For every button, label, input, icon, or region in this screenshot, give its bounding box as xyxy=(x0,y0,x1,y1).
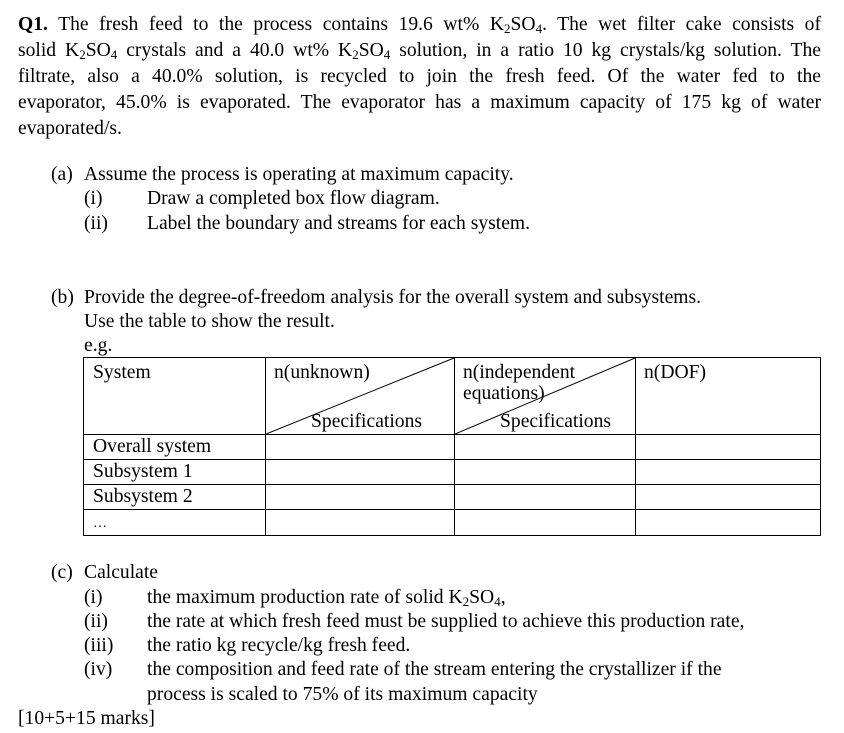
part-c-item-4-num: (iv) xyxy=(84,659,113,680)
header-system: System xyxy=(84,358,266,435)
part-c-item-1-text: the maximum production rate of solid $K_2SO_4$, xyxy=(147,587,506,609)
table-row xyxy=(84,485,821,510)
part-a-item-1-num: (i) xyxy=(84,188,103,209)
table-row xyxy=(84,510,821,536)
intro-line-2: solid $K_2SO_4$ crystals and a 40.0 wt% $K_2SO_4$ solution, in a ratio 10 kg crystals/kg solution. The xyxy=(18,40,821,62)
part-c-item-4-text-2: process is scaled to 75% of its maximum capacity xyxy=(147,684,538,705)
part-a-item-2-text: Label the boundary and streams for each system. xyxy=(147,213,531,234)
part-a-label: (a) xyxy=(51,164,73,185)
part-b-eg: e.g. xyxy=(84,335,113,356)
part-b-label: (b) xyxy=(51,287,74,308)
part-c-text: Calculate xyxy=(84,562,158,583)
intro-line-4: evaporator, 45.0% is evaporated. The evaporator has a maximum capacity of 175 kg of water xyxy=(18,92,821,113)
dof-table xyxy=(83,357,821,536)
header-unknown-spec: Specifications xyxy=(311,411,422,432)
part-c-item-3-text: the ratio kg recycle/kg fresh feed. xyxy=(147,635,411,656)
part-a-text: Assume the process is operating at maximum capacity. xyxy=(84,164,514,185)
table-row xyxy=(84,435,821,460)
part-a-item-2-num: (ii) xyxy=(84,213,108,234)
part-b-text-2: Use the table to show the result. xyxy=(84,311,335,332)
part-c-item-3-num: (iii) xyxy=(84,635,114,656)
question-number: Q1. xyxy=(18,14,48,35)
row-label-overall: Overall system xyxy=(84,435,266,460)
table-row xyxy=(84,460,821,485)
row-label-ellipsis: … xyxy=(84,510,266,536)
part-c-item-2-num: (ii) xyxy=(84,611,108,632)
row-label-subsystem-2: Subsystem 2 xyxy=(84,485,266,510)
part-c-item-4-text: the composition and feed rate of the stream entering the crystallizer if the xyxy=(147,659,722,680)
header-independent-spec: Specifications xyxy=(500,411,611,432)
part-a-item-1-text: Draw a completed box flow diagram. xyxy=(147,188,440,209)
row-label-subsystem-1: Subsystem 1 xyxy=(84,460,266,485)
part-c-item-1-num: (i) xyxy=(84,587,103,608)
intro-line-3: filtrate, also a 40.0% solution, is recycled to join the fresh feed. Of the water fed to the xyxy=(18,66,821,87)
part-c-label: (c) xyxy=(51,562,73,583)
header-unknown: n(unknown) Specifications xyxy=(266,358,455,435)
part-c-item-2-text: the rate at which fresh feed must be supplied to achieve this production rate, xyxy=(147,611,745,632)
header-dof: n(DOF) xyxy=(636,358,821,435)
part-b-text: Provide the degree-of-freedom analysis for the overall system and subsystems. xyxy=(84,287,702,308)
intro-line-1: Q1. The fresh feed to the process contains 19.6 wt% $K_2SO_4$. The wet filter cake consists of xyxy=(18,14,822,36)
header-independent: n(independent equations) Specifications xyxy=(455,358,636,435)
marks: [10+5+15 marks] xyxy=(18,708,155,729)
dof-table-header-row xyxy=(84,358,821,435)
intro-line-5: evaporated/s. xyxy=(18,118,122,139)
question-intro xyxy=(18,12,821,142)
